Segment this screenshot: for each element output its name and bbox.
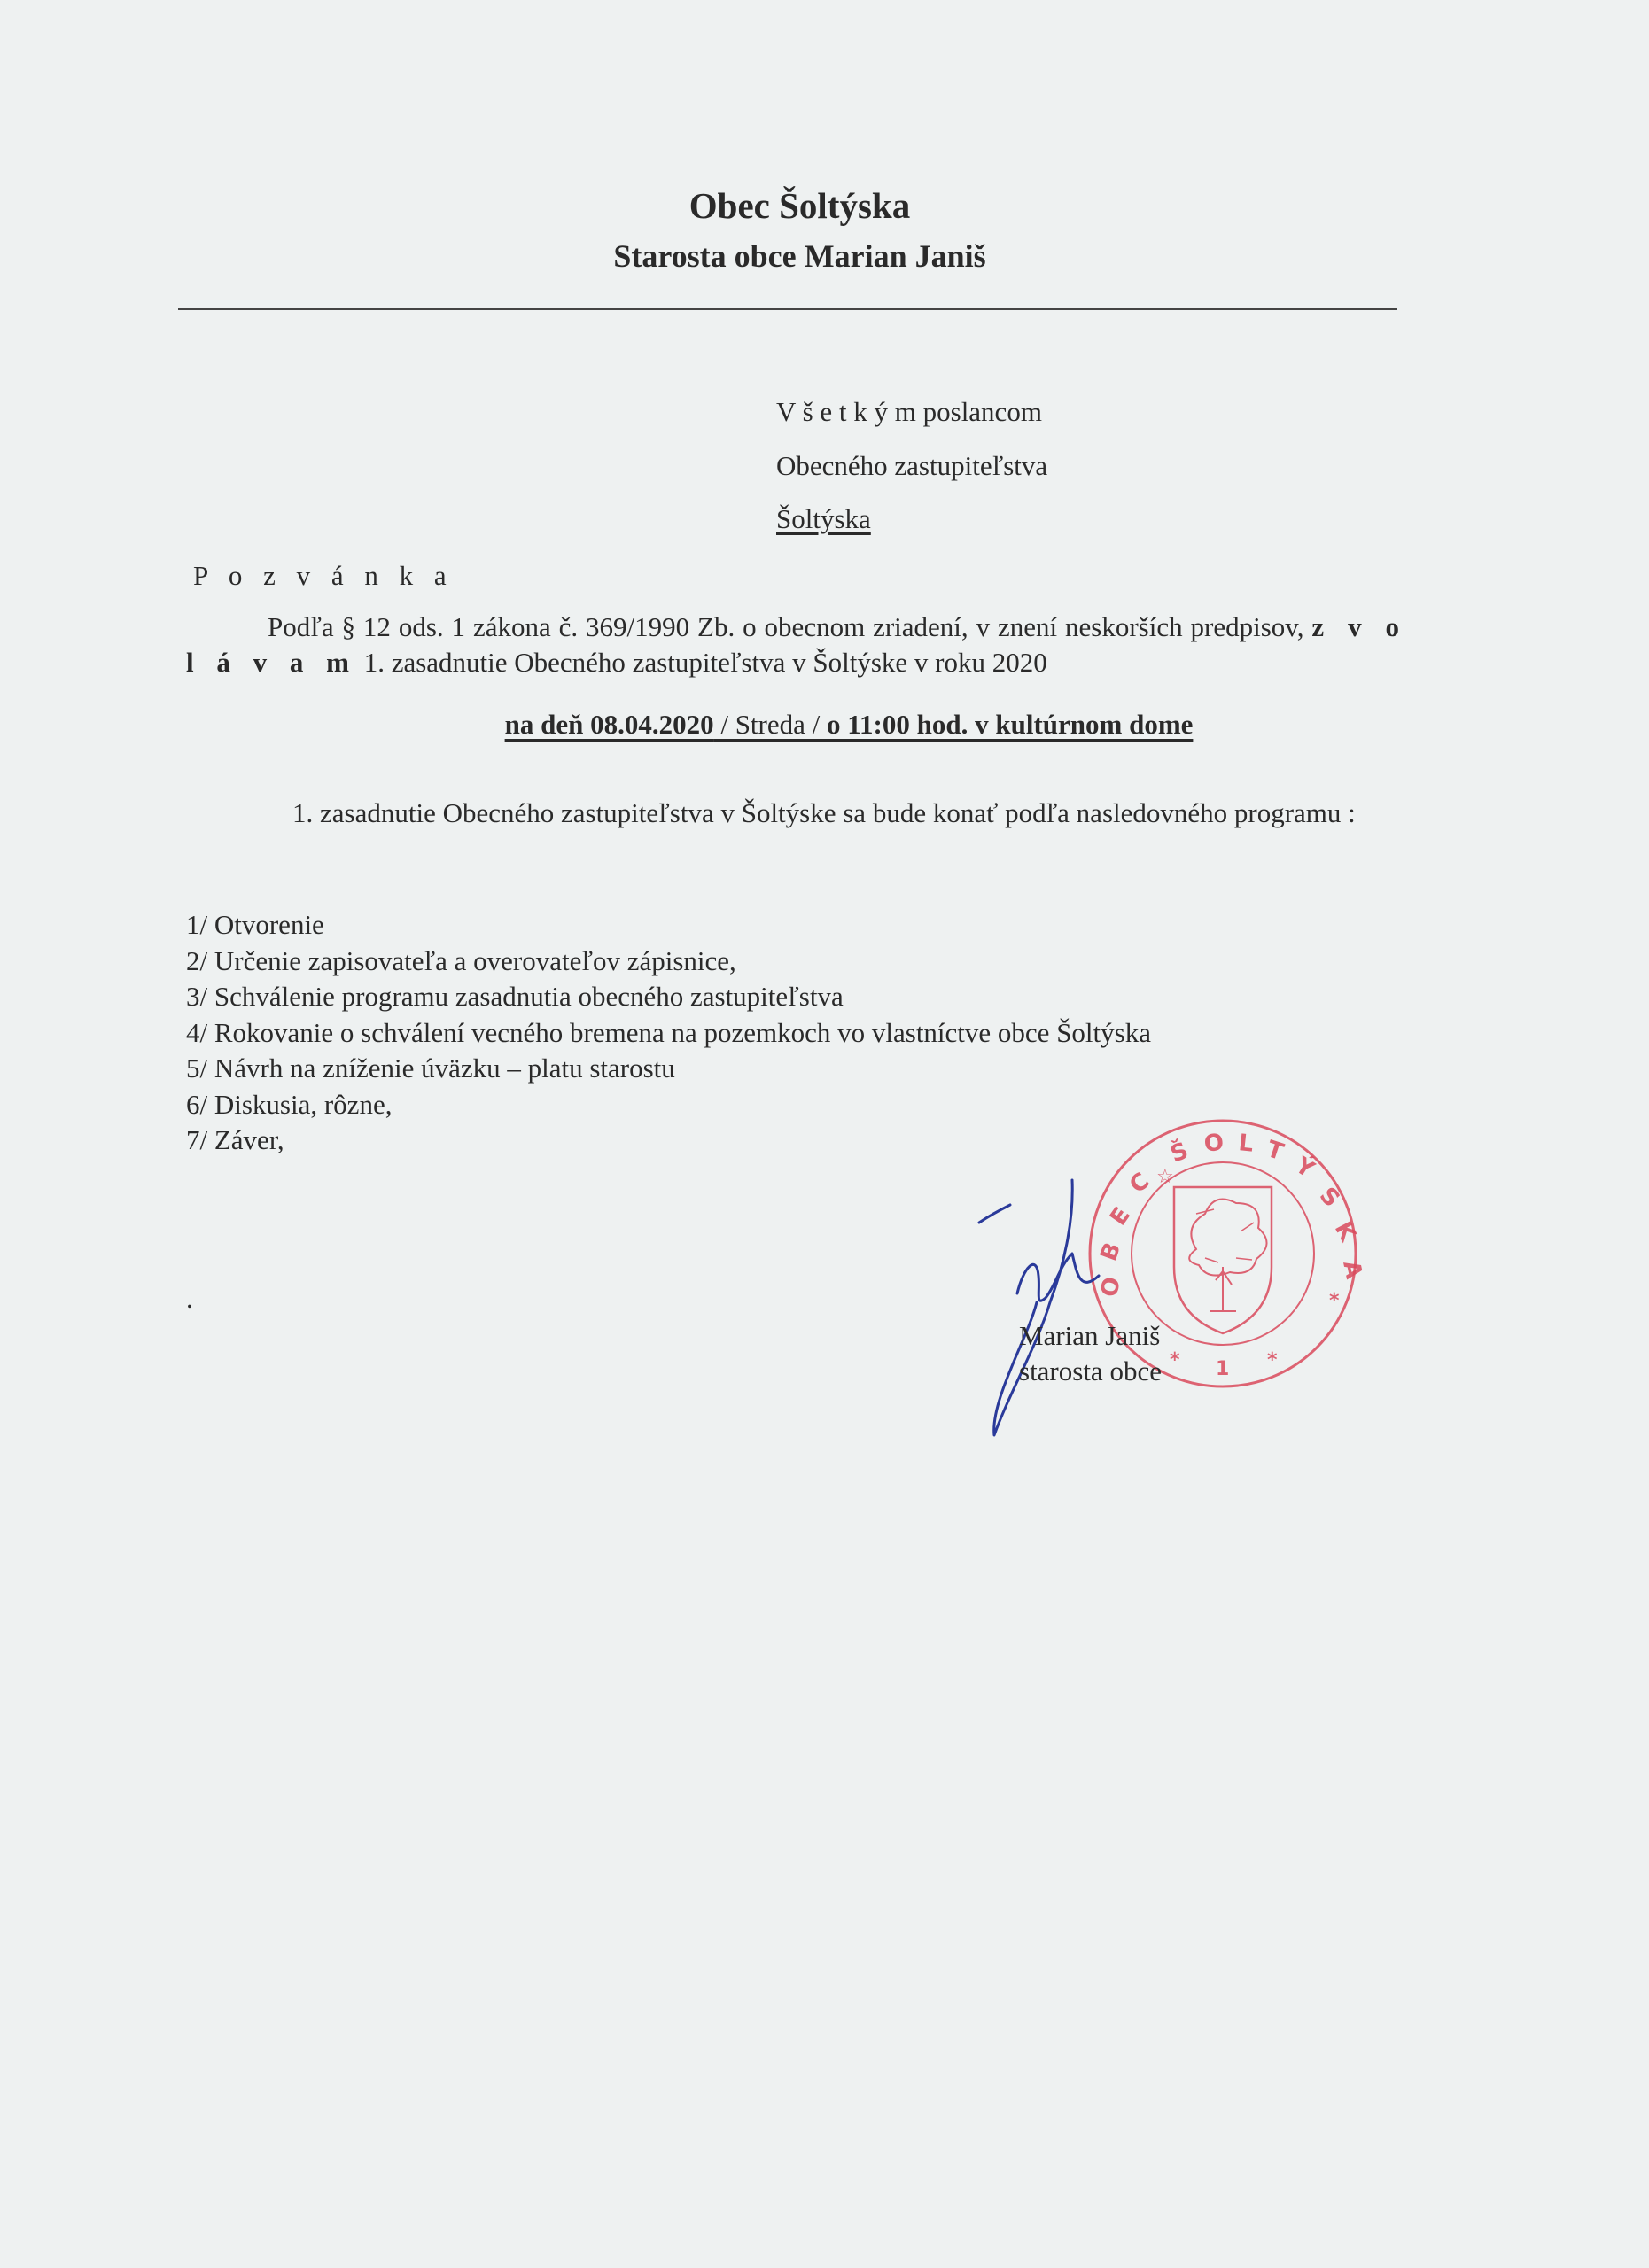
stray-dot: . (186, 1283, 193, 1314)
recipient-line-2: Obecného zastupiteľstva (776, 450, 1048, 481)
svg-text:*: * (1329, 1290, 1340, 1312)
agenda-list (186, 907, 1151, 1159)
svg-text:L: L (1237, 1130, 1255, 1158)
meeting-weekday: / Streda / (713, 709, 827, 740)
agenda-item: 3/ Schválenie programu zasadnutia obecného zastupiteľstva (186, 981, 844, 1012)
intro-emphasis: z v o l á v a m (186, 611, 1407, 678)
meeting-date: na deň 08.04.2020 (504, 709, 714, 740)
agenda-item: 4/ Rokovanie o schválení vecného bremena na pozemkoch vo vlastníctve obce Šoltýska (186, 1016, 1151, 1048)
svg-text:O: O (1202, 1129, 1225, 1158)
meeting-time-place: o 11:00 hod. v kultúrnom dome (827, 709, 1194, 740)
agenda-item: 5/ Návrh na zníženie úväzku – platu starostu (186, 1052, 675, 1084)
svg-text:Š: Š (1167, 1137, 1192, 1169)
svg-text:*: * (1267, 1349, 1278, 1371)
intro-text-after: 1. zasadnutie Obecného zastupiteľstva v Šoltýske v roku 2020 (356, 647, 1047, 678)
svg-text:T: T (1263, 1136, 1287, 1167)
svg-text:K: K (1328, 1217, 1361, 1247)
svg-text:S: S (1313, 1182, 1345, 1213)
intro-paragraph (186, 610, 1407, 680)
svg-text:A: A (1337, 1258, 1367, 1282)
signature-role: starosta obce (1019, 1355, 1162, 1386)
agenda-item: 6/ Diskusia, rôzne, (186, 1088, 393, 1120)
svg-text:1: 1 (1216, 1358, 1230, 1380)
invitation-heading: P o z v á n k a (193, 560, 454, 591)
signature-name: Marian Janiš (1019, 1320, 1161, 1351)
intro-text-before: Podľa § 12 ods. 1 zákona č. 369/1990 Zb. o obecnom zriadení, v znení neskorších predpisov, (268, 611, 1312, 642)
svg-text:O: O (1096, 1275, 1126, 1300)
program-intro-paragraph: 1. zasadnutie Obecného zastupiteľstva v Šoltýske sa bude konať podľa nasledovného programu : (292, 797, 1356, 828)
agenda-item: 7/ Záver, (186, 1124, 284, 1155)
meeting-date-line (0, 709, 1649, 741)
recipient-line-1: V š e t k ý m poslancom (776, 396, 1042, 427)
svg-text:C: C (1124, 1168, 1155, 1200)
recipient-line-3: Šoltýska (776, 503, 871, 534)
agenda-item: 2/ Určenie zapisovateľa a overovateľov zápisnice, (186, 944, 736, 976)
document-subtitle: Starosta obce Marian Janiš (613, 238, 986, 274)
svg-text:Ý: Ý (1290, 1152, 1319, 1184)
handwritten-signature (975, 1169, 1187, 1444)
svg-text:*: * (1170, 1349, 1180, 1371)
agenda-item: 1/ Otvorenie (186, 909, 324, 940)
svg-text:☆: ☆ (1156, 1166, 1174, 1188)
header-divider (178, 308, 1397, 310)
svg-text:E: E (1105, 1202, 1136, 1231)
svg-text:B: B (1095, 1239, 1127, 1265)
document-title: Obec Šoltýska (688, 185, 911, 226)
